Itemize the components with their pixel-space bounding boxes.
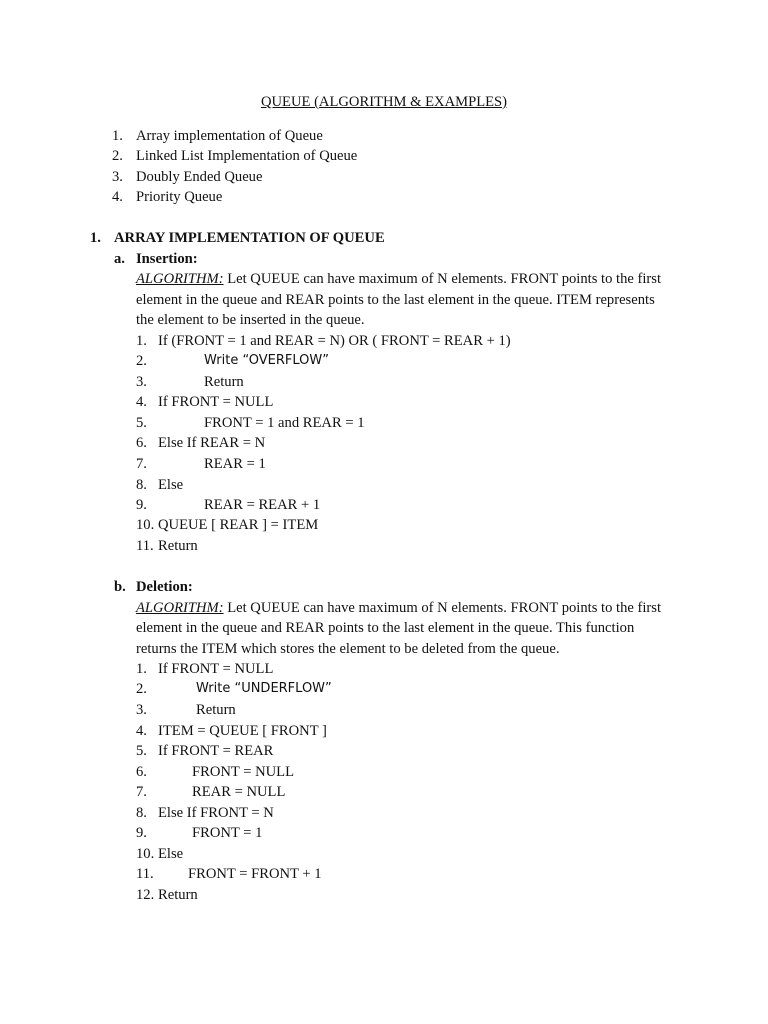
- algorithm-description: ALGORITHM: Let QUEUE can have maximum of N elements. FRONT points to the first: [136, 600, 662, 616]
- contents-item-text: Doubly Ended Queue: [136, 169, 263, 185]
- document-title: QUEUE (ALGORITHM & EXAMPLES): [260, 94, 508, 110]
- step-number: 1.: [136, 333, 147, 349]
- section-number: 1.: [90, 230, 101, 246]
- step-text: REAR = NULL: [192, 784, 286, 800]
- algorithm-label: ALGORITHM:: [136, 271, 224, 287]
- algorithm-description-line: element in the queue and REAR points to the last element in the queue. This function: [136, 620, 635, 636]
- step-text: FRONT = FRONT + 1: [188, 866, 322, 882]
- step-number: 7.: [136, 784, 147, 800]
- step-text: REAR = REAR + 1: [204, 497, 321, 513]
- step-number: 11.: [136, 538, 154, 554]
- step-number: 12.: [136, 887, 155, 903]
- step-text: FRONT = NULL: [192, 764, 295, 780]
- contents-item: 2.: [112, 148, 123, 164]
- algorithm-label: ALGORITHM:: [136, 600, 224, 616]
- step-number: 2.: [136, 681, 147, 697]
- contents-item-text: Linked List Implementation of Queue: [136, 148, 358, 164]
- step-number: 8.: [136, 805, 147, 821]
- step-number: 5.: [136, 415, 147, 431]
- step-text: Else: [158, 846, 184, 862]
- section-heading: ARRAY IMPLEMENTATION OF QUEUE: [114, 230, 385, 246]
- step-number: 10.: [136, 846, 155, 862]
- step-number: 11.: [136, 866, 154, 882]
- step-text: Return: [204, 374, 244, 390]
- step-text: Else: [158, 477, 184, 493]
- step-text: If FRONT = REAR: [158, 743, 274, 759]
- step-text: Return: [158, 887, 198, 903]
- step-number: 4.: [136, 723, 147, 739]
- step-number: 8.: [136, 477, 147, 493]
- step-number: 1.: [136, 661, 147, 677]
- algorithm-description-line: element in the queue and REAR points to the last element in the queue. ITEM represents: [136, 292, 655, 308]
- step-number: 3.: [136, 702, 147, 718]
- step-number: 9.: [136, 825, 147, 841]
- step-text: Return: [196, 702, 236, 718]
- step-text: Write “UNDERFLOW”: [196, 681, 332, 696]
- algorithm-description-line: returns the ITEM which stores the element to be deleted from the queue.: [136, 641, 560, 657]
- step-text: REAR = 1: [204, 456, 266, 472]
- contents-item: 1.: [112, 128, 123, 144]
- step-number: 7.: [136, 456, 147, 472]
- step-number: 6.: [136, 764, 147, 780]
- step-text: ITEM = QUEUE [ FRONT ]: [158, 723, 327, 739]
- step-number: 6.: [136, 435, 147, 451]
- step-number: 10.: [136, 517, 155, 533]
- subsection-letter: b.: [114, 579, 126, 595]
- step-text: FRONT = 1: [192, 825, 263, 841]
- subsection-letter: a.: [114, 251, 125, 267]
- step-text: FRONT = 1 and REAR = 1: [204, 415, 365, 431]
- contents-item-text: Priority Queue: [136, 189, 223, 205]
- step-number: 9.: [136, 497, 147, 513]
- step-number: 5.: [136, 743, 147, 759]
- step-text: Write “OVERFLOW”: [204, 353, 329, 368]
- step-text: Return: [158, 538, 198, 554]
- step-text: QUEUE [ REAR ] = ITEM: [158, 517, 319, 533]
- step-number: 2.: [136, 353, 147, 369]
- contents-item-text: Array implementation of Queue: [136, 128, 323, 144]
- algorithm-description: ALGORITHM: Let QUEUE can have maximum of N elements. FRONT points to the first: [136, 271, 662, 287]
- contents-item: 3.: [112, 169, 123, 185]
- subsection-heading-insertion: Insertion:: [136, 251, 198, 267]
- step-number: 4.: [136, 394, 147, 410]
- step-text: If FRONT = NULL: [158, 394, 274, 410]
- step-text: If FRONT = NULL: [158, 661, 274, 677]
- step-text: Else If REAR = N: [158, 435, 266, 451]
- contents-item: 4.: [112, 189, 123, 205]
- step-text: If (FRONT = 1 and REAR = N) OR ( FRONT = REAR + 1): [158, 333, 511, 349]
- step-text: Else If FRONT = N: [158, 805, 274, 821]
- subsection-heading-deletion: Deletion:: [136, 579, 193, 595]
- algorithm-description-line: the element to be inserted in the queue.: [136, 312, 365, 328]
- step-number: 3.: [136, 374, 147, 390]
